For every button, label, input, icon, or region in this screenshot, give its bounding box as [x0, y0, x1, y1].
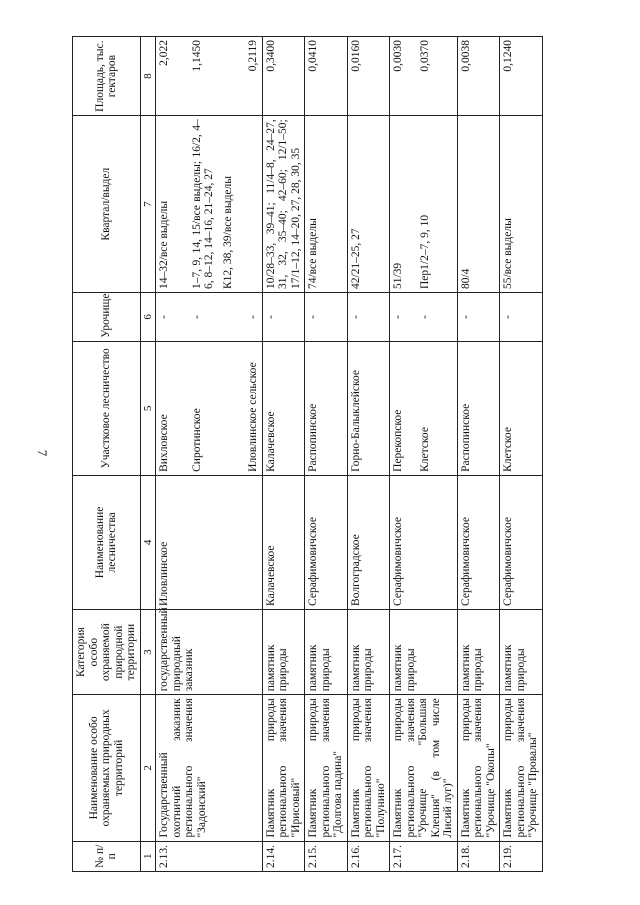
area-value: 1,1450 [190, 40, 203, 72]
tract: - [262, 293, 305, 342]
district-forestry: Горно-Балыклейское [347, 341, 390, 475]
tract: - [418, 314, 431, 319]
area-category: государственный природный заказник [156, 609, 263, 694]
district-forestry: Распопинское [457, 341, 500, 475]
district-forestry: Перекопское [392, 409, 404, 472]
district-forestry-cell [156, 341, 263, 475]
column-number: 8 [140, 37, 156, 116]
area-name: Памятник природы регионального значения "Урочище "Большая Клешня" (в том числе Лисий луг)" [390, 695, 458, 841]
column-number: 3 [140, 609, 156, 694]
header-row [73, 37, 141, 872]
table-row [390, 37, 458, 872]
tract: - [457, 293, 500, 342]
area-name: Памятник природы регионального значения "Урочище "Провалы" [500, 695, 543, 841]
tract: - [247, 314, 259, 319]
tract-cell [390, 293, 458, 342]
forestry-name: Серафимовичское [305, 475, 348, 609]
table-row [500, 37, 543, 872]
area-category: памятник природы [500, 609, 543, 694]
tract-cell [156, 293, 263, 342]
page-number: 7 [35, 449, 50, 457]
area-value: 0,0160 [347, 37, 390, 116]
header-number: № п/п [73, 841, 141, 871]
area-value: 2,022 [158, 40, 170, 66]
area-category: памятник природы [262, 609, 305, 694]
area-category: памятник природы [347, 609, 390, 694]
district-forestry: Калачевское [262, 341, 305, 475]
tract: - [392, 314, 404, 319]
tract: - [190, 314, 203, 319]
area-value: 0,3400 [262, 37, 305, 116]
district-forestry: Иловлинское сельское [247, 362, 259, 472]
row-number: 2.16. [347, 841, 390, 871]
header-tract: Урочище [73, 293, 141, 342]
area-value: 0,0038 [457, 37, 500, 116]
table-row [347, 37, 390, 872]
forestry-name: Иловлинское [156, 475, 263, 609]
protected-areas-table [72, 36, 543, 872]
row-number: 2.14. [262, 841, 305, 871]
block: 55/все выделы [500, 116, 543, 293]
block: 51/39 [392, 262, 404, 290]
row-number: 2.17. [390, 841, 458, 871]
column-number: 1 [140, 841, 156, 871]
header-area: Площадь, тыс. гектаров [73, 37, 141, 116]
area-name: Памятник природы регионального значения "Ирисовый" [262, 695, 305, 841]
district-forestry-cell [390, 341, 458, 475]
column-number: 6 [140, 293, 156, 342]
column-number: 7 [140, 116, 156, 293]
block: 42/21–25, 27 [347, 116, 390, 293]
tract: - [347, 293, 390, 342]
forestry-name: Серафимовичское [500, 475, 543, 609]
block: 10/28–33, 39–41; 11/4–8, 24–27, 31, 32, 35–40; 42–60; 12/1–50; 17/1–12, 14–20, 27, 28, 30, 35 [262, 116, 305, 293]
district-forestry: Распопинское [305, 341, 348, 475]
area-value: 0,0030 [392, 40, 404, 72]
forestry-name: Серафимовичское [457, 475, 500, 609]
table-row [457, 37, 500, 872]
area-category: памятник природы [390, 609, 458, 694]
header-district-forestry: Участковое лесничество [73, 341, 141, 475]
area-value: 0,1240 [500, 37, 543, 116]
area-cell [390, 37, 458, 116]
block: 74/все выделы [305, 116, 348, 293]
area-value: 0,0410 [305, 37, 348, 116]
header-category: Категория особо охраняемой природной территории [73, 609, 141, 694]
row-number: 2.18. [457, 841, 500, 871]
forestry-name: Калачевское [262, 475, 305, 609]
table-row [262, 37, 305, 872]
header-name: Наименование особо охраняемых природных территорий [73, 695, 141, 841]
forestry-name: Волгоградское [347, 475, 390, 609]
column-number: 5 [140, 341, 156, 475]
rotated-page [72, 36, 616, 872]
area-name: Памятник природы регионального значения "Полунино" [347, 695, 390, 841]
column-number: 4 [140, 475, 156, 609]
column-number: 2 [140, 695, 156, 841]
tract: - [500, 293, 543, 342]
tract: - [158, 314, 170, 319]
area-category: памятник природы [457, 609, 500, 694]
row-number: 2.13. [156, 841, 263, 871]
district-forestry: Клетское [418, 427, 431, 472]
table-row [156, 37, 263, 872]
forestry-name: Серафимовичское [390, 475, 458, 609]
district-forestry: Клетское [500, 341, 543, 475]
header-block: Квартал/выдел [73, 116, 141, 293]
column-number-row [140, 37, 156, 872]
district-forestry: Вихловское [158, 414, 170, 472]
area-name: Памятник природы регионального значения "Урочище "Окопы" [457, 695, 500, 841]
block: 80/4 [457, 116, 500, 293]
table-row [305, 37, 348, 872]
block: К12, 38, 39/все выделы [221, 176, 234, 290]
block: 1–7, 9, 14, 15/все выделы; 16/2, 4–6, 8–12, 14–16, 21–24, 27 [190, 119, 215, 290]
block: 14–32/все выделы [158, 200, 170, 290]
block: Пер1/2–7, 9, 10 [418, 214, 431, 290]
district-forestry: Сиротинское [190, 408, 203, 472]
area-value: 0,0370 [418, 40, 431, 72]
area-value: 0,2119 [247, 40, 259, 72]
row-number: 2.19. [500, 841, 543, 871]
area-category: памятник природы [305, 609, 348, 694]
area-cell [156, 37, 263, 116]
tract: - [305, 293, 348, 342]
block-cell [156, 116, 263, 293]
header-forestry: Наименование лесничества [73, 475, 141, 609]
row-number: 2.15. [305, 841, 348, 871]
area-name: Памятник природы регионального значения "Долгова падина" [305, 695, 348, 841]
block-cell [390, 116, 458, 293]
area-name: Государственный охотничий заказник регионального значения "Задонский" [156, 695, 263, 841]
